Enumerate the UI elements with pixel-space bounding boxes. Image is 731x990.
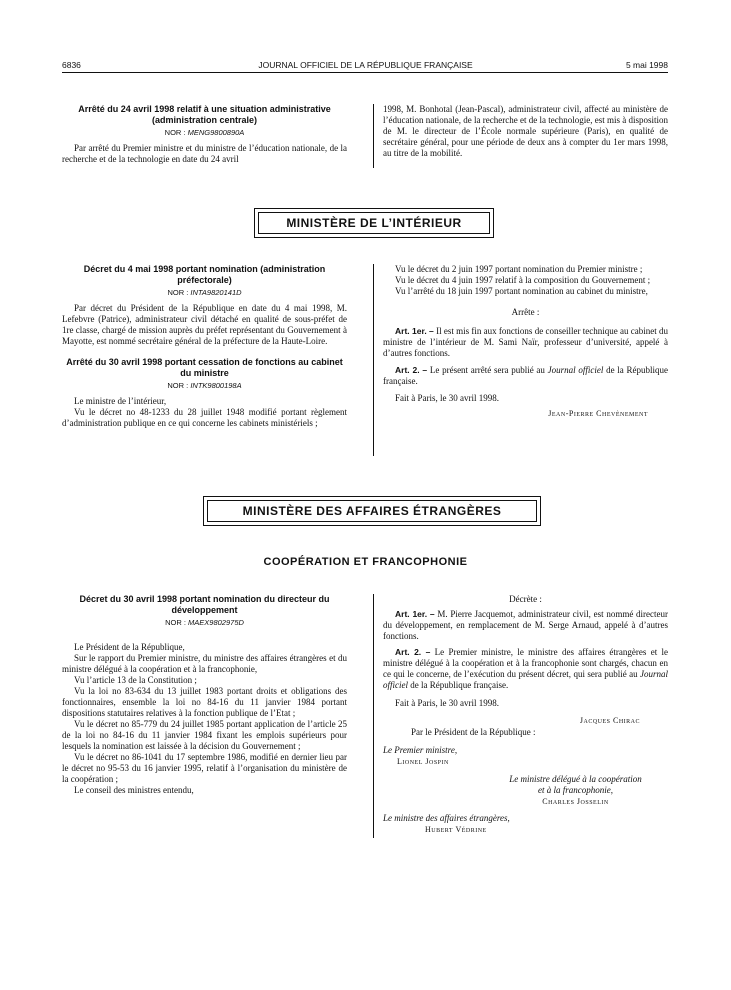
nor-line [62, 127, 347, 138]
paragraph: Par arrêté du Premier ministre et du ministre de l’éducation nationale, de la recherche et de la technologie en date du 24 avril [62, 143, 347, 164]
cooperation-left-column [62, 594, 347, 796]
nor-code: MENG9800890A [187, 128, 245, 137]
article-label: Art. 2. – [395, 647, 431, 657]
foreign-title: Le ministre des affaires étrangères, [383, 813, 510, 823]
signature: Jean-Pierre Chevènement [548, 409, 648, 418]
article-2 [383, 647, 668, 691]
nor-code: INTK9800198A [190, 381, 242, 390]
article-text: de la République française. [410, 680, 509, 690]
paragraph: Le Président de la République, [74, 642, 185, 652]
by-president: Par le Président de la République : [411, 727, 536, 737]
article-text: de la République française. [383, 365, 669, 386]
column-divider [373, 594, 374, 838]
paragraph: Vu la loi no 83-634 du 13 juillet 1983 portant droits et obligations des fonctionnaires, ensemble la loi no 84-16 du 11 janvier 1984 portant dispositions statutaires relatives à la fonction publique de l’Etat ; [62, 686, 347, 718]
journal-name: Journal officiel [383, 669, 669, 690]
pm-title: Le Premier ministre, [383, 745, 458, 755]
article-1 [383, 326, 668, 359]
journal-title: JOURNAL OFFICIEL DE LA RÉPUBLIQUE FRANÇAISE [258, 60, 473, 70]
nor-label: NOR : [164, 128, 186, 137]
nor-label: NOR : [167, 288, 189, 297]
paragraph: Vu l’arrêté du 18 juin 1997 portant nomination au cabinet du ministre, [395, 286, 648, 296]
arrete-cabinet-title: Arrêté du 30 avril 1998 portant cessation de fonctions au cabinet du ministre [66, 357, 343, 378]
signature-president: Jacques Chirac [579, 716, 640, 725]
article-1 [383, 609, 668, 642]
decree-director-title: Décret du 30 avril 1998 portant nomination du directeur du développement [79, 594, 330, 615]
paragraph: Le ministre de l’intérieur, [74, 396, 167, 406]
paragraph: Sur le rapport du Premier ministre, du ministre des affaires étrangères et du ministre délégué à la coopération et à la francophonie, [62, 653, 347, 674]
paragraph: Vu le décret no 86-1041 du 17 septembre 1986, modifié en dernier lieu par le décret no 95-53 du 16 janvier 1995, relatif à l’organisation du ministère de la coopération ; [62, 752, 347, 784]
paragraph: 1998, M. Bonhotal (Jean-Pascal), administrateur civil, affecté au ministère de l’éducation nationale, de la recherche et de la technologie, est mis à disposition de M. le directeur de l’École normale supérieure (Paris), en qualité de secrétaire général, pour une période de deux ans à compter du 1er mars 1998, au titre de la mobilité. [383, 104, 668, 158]
delegate-title-2: et à la francophonie, [538, 785, 613, 795]
nor-line [62, 617, 347, 628]
ministry-interior-label: MINISTÈRE DE L’INTÉRIEUR [258, 212, 490, 234]
done-at: Fait à Paris, le 30 avril 1998. [395, 698, 499, 708]
pm-signature: Lionel Jospin [397, 757, 449, 766]
ministry-foreign-label: MINISTÈRE DES AFFAIRES ÉTRANGÈRES [207, 500, 537, 522]
arrete-label: Arrête : [511, 307, 540, 317]
nor-label: NOR : [167, 381, 189, 390]
paragraph: Le conseil des ministres entendu, [74, 785, 194, 795]
interior-right-column [383, 264, 668, 419]
decrete-label: Décrète : [509, 594, 542, 604]
article-label: Art. 2. – [395, 365, 428, 375]
paragraph: Vu le décret du 2 juin 1997 portant nomination du Premier ministre ; [395, 264, 643, 274]
arrete-situation-right [383, 104, 668, 159]
arrete-situation-title: Arrêté du 24 avril 1998 relatif à une situation administrative (administration centrale) [78, 104, 331, 125]
article-2 [383, 365, 668, 387]
cooperation-right-column [383, 594, 668, 835]
delegate-signature: Charles Josselin [542, 797, 609, 806]
ministry-foreign-box [203, 496, 541, 526]
article-text: M. Pierre Jacquemot, administrateur civil, est nommé directeur du développement, en remplacement de M. Serge Arnaud, appelé à d’autres fonctions. [383, 609, 669, 641]
nor-code: INTA9820141D [190, 288, 242, 297]
header-date: 5 mai 1998 [625, 60, 668, 70]
article-label: Art. 1er. – [395, 326, 434, 336]
article-label: Art. 1er. – [395, 609, 435, 619]
paragraph: Vu le décret no 85-779 du 24 juillet 1985 portant application de l’article 25 de la loi no 84-16 du 11 janvier 1984 fixant les emplois supérieurs pour lesquels la nomination est laissée à la décision du Gouvernement ; [62, 719, 347, 751]
nor-code: MAEX9802975D [188, 618, 244, 627]
journal-name: Journal officiel [547, 365, 604, 375]
nor-label: NOR : [165, 618, 186, 627]
article-text: Le Premier ministre, le ministre des affaires étrangères et le ministre délégué à la coopération et à la francophonie sont chargés, chacun en ce qui le concerne, de l’exécution du présent décret, qui sera publié au [383, 647, 669, 679]
decree-prefect-title: Décret du 4 mai 1998 portant nomination (administration préfectorale) [83, 264, 326, 285]
arrete-situation-left [62, 104, 347, 165]
paragraph: Par décret du Président de la République en date du 4 mai 1998, M. Lefebvre (Patrice), administrateur civil détaché en qualité de sous-préfet de 1re classe, chargé de mission auprès du préfet représentant du Gouvernement à Mayotte, est nommé secrétaire général de la préfecture de la Haute-Loire. [62, 303, 347, 346]
done-at: Fait à Paris, le 30 avril 1998. [395, 393, 499, 403]
column-divider [373, 264, 374, 456]
nor-line [62, 380, 347, 391]
subsection-title: COOPÉRATION ET FRANCOPHONIE [263, 556, 468, 568]
delegate-title-1: Le ministre délégué à la coopération [509, 774, 642, 784]
article-text: Il est mis fin aux fonctions de conseiller technique au cabinet du ministre de l’intérieur de M. Sami Naïr, professeur d’université, appelé à d’autres fonctions. [383, 326, 669, 358]
paragraph: Vu le décret no 48-1233 du 28 juillet 1948 modifié portant règlement d’administration publique en ce qui concerne les cabinets ministériels ; [62, 407, 347, 428]
paragraph: Vu le décret du 4 juin 1997 relatif à la composition du Gouvernement ; [395, 275, 651, 285]
paragraph: Vu l’article 13 de la Constitution ; [74, 675, 197, 685]
foreign-signature: Hubert Védrine [425, 825, 487, 834]
article-text: Le présent arrêté sera publié au [429, 365, 545, 375]
page-number: 6836 [62, 60, 81, 70]
nor-line [62, 287, 347, 298]
interior-left-column [62, 264, 347, 429]
header-rule [62, 72, 668, 73]
column-divider [373, 104, 374, 168]
ministry-interior-box [254, 208, 494, 238]
